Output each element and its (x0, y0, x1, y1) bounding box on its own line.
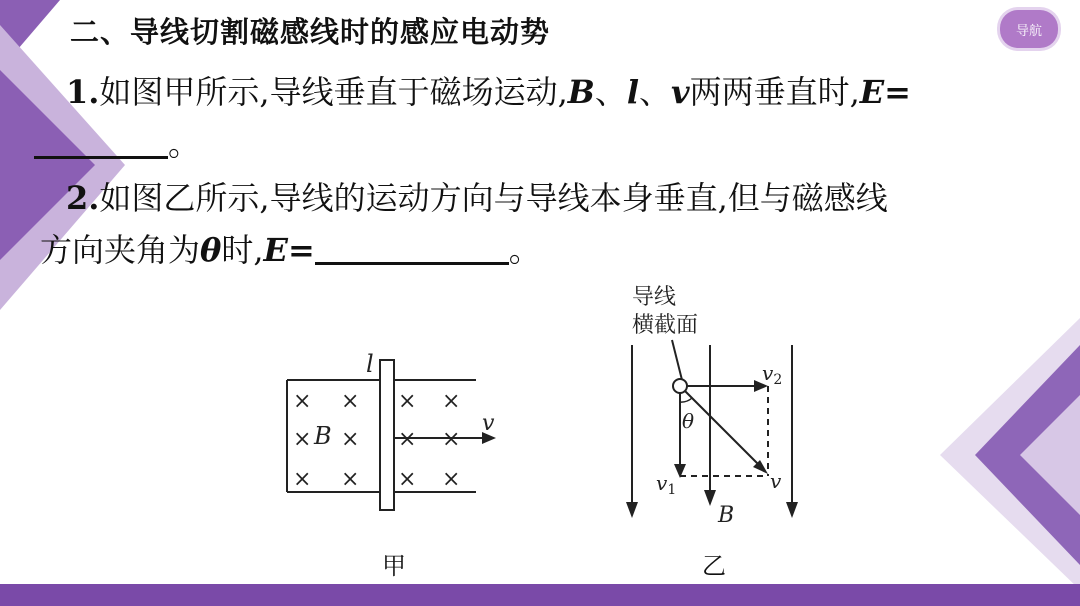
field-line-1-arrow (626, 502, 638, 518)
q1-text-b: 两两垂直时, (689, 73, 860, 111)
wire-pointer-line (672, 340, 682, 380)
nav-button[interactable]: 导航 (1000, 10, 1058, 48)
section-title: 二、导线切割磁感线时的感应电动势 (70, 15, 551, 49)
q1-sep-1: 、 (594, 73, 627, 111)
q2-text-a: 如图乙所示,导线的运动方向与导线本身垂直,但与磁感线 (99, 179, 888, 217)
cross-mark: × (293, 427, 312, 452)
label-v1: $v_1$ (656, 471, 677, 498)
label-B: B (718, 503, 735, 528)
cross-mark: × (442, 389, 461, 414)
cross-mark: × (398, 427, 417, 452)
q1-number: 1. (66, 73, 100, 111)
caption-jia: 甲 (382, 552, 406, 580)
q2-symbol-E: E (263, 231, 288, 269)
label-l: l (366, 350, 374, 378)
q2-number: 2. (66, 179, 100, 217)
cross-mark: × (293, 389, 312, 414)
q1-symbol-B: B (567, 73, 595, 111)
label-v: v (770, 469, 782, 493)
q1-equals: = (884, 73, 911, 111)
cross-mark: × (442, 467, 461, 492)
label-theta: θ (682, 409, 695, 433)
q1-symbol-l: l (626, 73, 639, 111)
cross-mark: × (341, 427, 360, 452)
field-line-2-arrow (704, 490, 716, 506)
label-v: v (482, 411, 495, 436)
field-line-3-arrow (786, 502, 798, 518)
theta-arc (680, 398, 692, 402)
q2-equals: = (287, 231, 315, 269)
label-wire-line-1: 导线 (632, 285, 677, 310)
cross-mark: × (341, 389, 360, 414)
wire-cross-section (673, 379, 687, 393)
q1-text-a: 如图甲所示,导线垂直于磁场运动, (99, 73, 568, 111)
label-B: B (314, 422, 332, 450)
q2-text-b: 方向夹角为 (40, 231, 201, 269)
cross-mark: × (398, 467, 417, 492)
label-wire-line-2: 横截面 (632, 313, 699, 338)
q2-end: 。 (508, 231, 541, 269)
q2-symbol-theta: θ (200, 231, 222, 269)
cross-mark: × (341, 467, 360, 492)
cross-mark: × (442, 427, 461, 452)
label-v2: $v_2$ (762, 361, 783, 388)
cross-mark: × (293, 467, 312, 492)
q1-sep-2: 、 (638, 73, 671, 111)
cross-mark: × (398, 389, 417, 414)
v-arrow-shaft (685, 391, 760, 466)
q2-text-c: 时, (221, 231, 264, 269)
q1-end: 。 (168, 125, 201, 163)
q1-symbol-v: v (671, 73, 690, 111)
q1-symbol-E: E (859, 73, 885, 111)
caption-yi: 乙 (702, 552, 726, 580)
